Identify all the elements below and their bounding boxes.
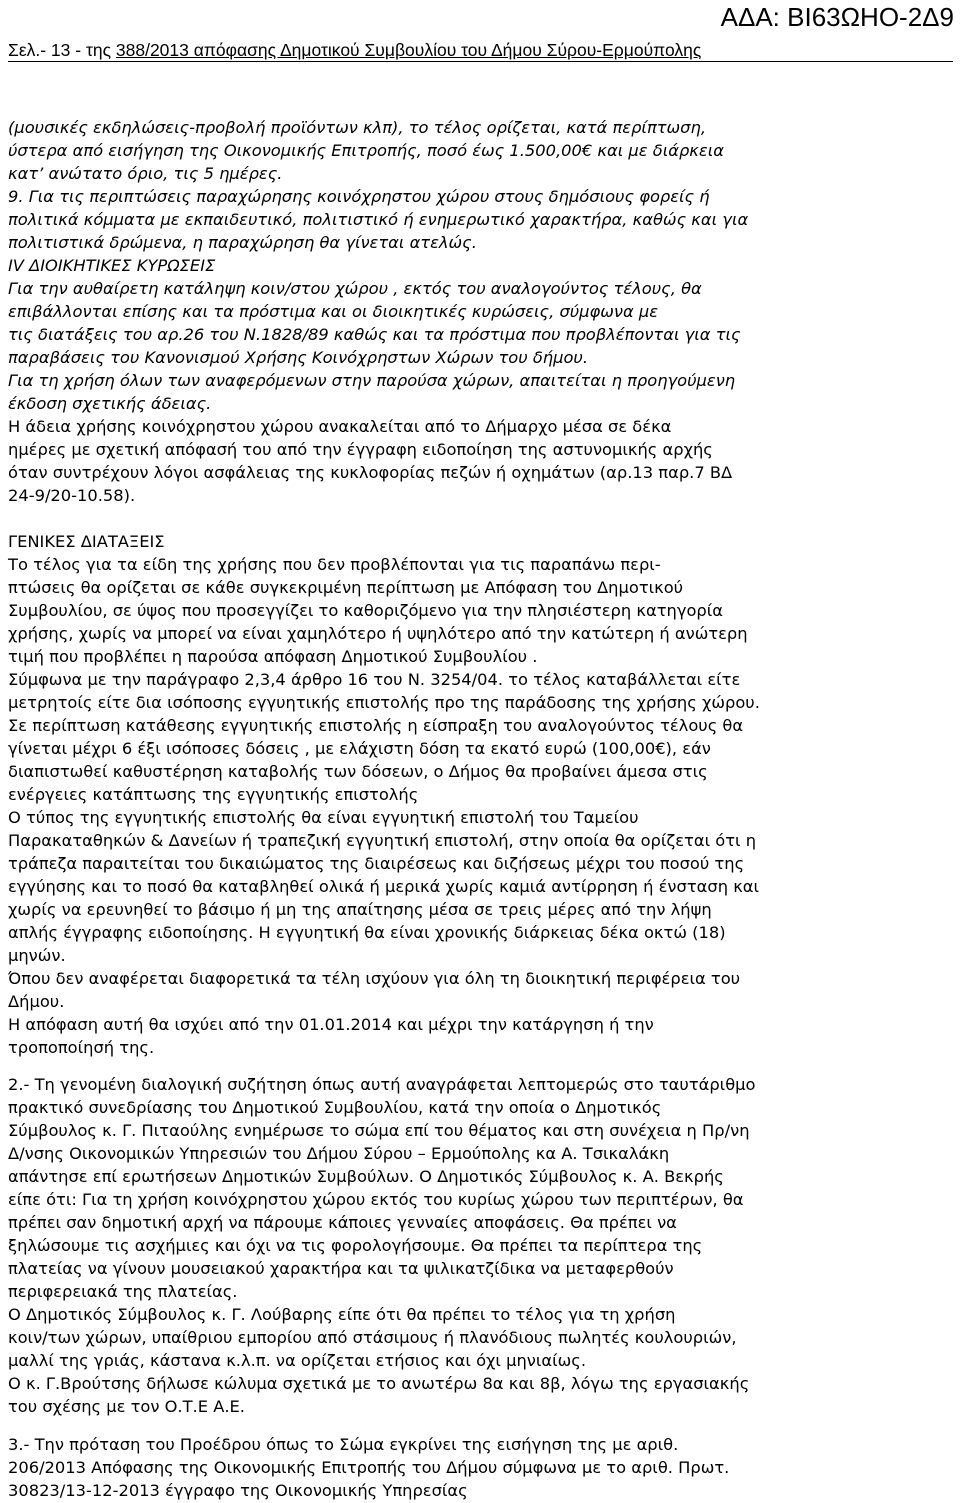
doc-line-52: κοιν/των χώρων, υπαίθριου εμπορίου από στάσιμους ή πλανόδιους πωλητές κουλουριών, (8, 1328, 737, 1347)
doc-line-22: χρήσης, χωρίς να μπορεί να είναι χαμηλότερο ή υψηλότερο από την κατώτερη ή ανώτερη (8, 624, 748, 643)
doc-line-20: πτώσεις θα ορίζεται σε κάθε συγκεκριμένη περίπτωση με Απόφαση του Δημοτικού (8, 578, 684, 597)
doc-line-11: παραβάσεις του Κανονισμού Χρήσης Κοινόχρηστων Χώρων του δήμου. (8, 348, 589, 367)
doc-line-25: μετρητοίς είτε δια ισόποσης εγγυητικής επιστολής προ της παράδοσης της χρήσης χώρου. (8, 693, 760, 712)
doc-line-37: Όπου δεν αναφέρεται διαφορετικά τα τέλη ισχύουν για όλη τη διοικητική περιφέρεια του (8, 969, 741, 988)
doc-line-38: Δήμου. (8, 992, 65, 1011)
doc-line-49: πλατείας να γίνουν μουσειακού χαρακτήρα και τα ψιλικατζίδικα να μεταφερθούν (8, 1259, 674, 1278)
doc-line-12: Για τη χρήση όλων των αναφερόμενων στην παρούσα χώρων, απαιτείται η προηγούμενη (8, 371, 736, 390)
header-page-number: Σελ.- 13 - της (8, 40, 116, 60)
doc-line-16: όταν συντρέχουν λόγοι ασφάλειας της κυκλοφορίας πεζών ή οχημάτων (αρ.13 παρ.7 ΒΔ (8, 463, 733, 482)
doc-line-47: πρέπει σαν δημοτική αρχή να πάρουμε κάποιες γενναίες αποφάσεις. Θα πρέπει να (8, 1213, 677, 1232)
doc-line-55: του σχέσης με τον Ο.Τ.Ε Α.Ε. (8, 1397, 245, 1416)
section-heading-general: ΓΕΝΙΚΕΣ ΔΙΑΤΑΞΕΙΣ (8, 532, 165, 551)
doc-line-26: Σε περίπτωση κατάθεσης εγγυητικής επιστολής η είσπραξη του αναλογούντος τέλους θα (8, 716, 744, 735)
page-header (8, 40, 953, 62)
doc-line-43: Σύμβουλος κ. Γ. Πιταούλης ενημέρωσε το σώμα επί του θέματος και στη συνέχεια η Πρ/νη (8, 1121, 750, 1140)
doc-line-44: Δ/νσης Οικονομικών Υπηρεσιών του Δήμου Σύρου – Ερμούπολης κα Α. Τσικαλάκη (8, 1144, 670, 1163)
doc-line-15: ημέρες με σχετική απόφασή του από την έγγραφη ειδοποίηση της αστυνομικής αρχής (8, 440, 713, 459)
section-heading-iv: IV ΔΙΟΙΚΗΤΙΚΕΣ ΚΥΡΩΣΕΙΣ (8, 256, 216, 275)
doc-line-48: ξηλώσουμε τις ασχήμιες και όχι να τις φορολογήσουμε. Θα πρέπει τα περίπτερα της (8, 1236, 703, 1255)
doc-line-42: πρακτικό συνεδρίασης του Δημοτικού Συμβουλίου, κατά την οποία ο Δημοτικός (8, 1098, 662, 1117)
doc-line-8: Για την αυθαίρετη κατάληψη κοιν/στου χώρου , εκτός του αναλογούντος τέλους, θα (8, 279, 702, 298)
doc-line-2: ύστερα από εισήγηση της Οικονομικής Επιτροπής, ποσό έως 1.500,00€ και με διάρκεια (8, 141, 724, 160)
doc-line-51: Ο Δημοτικός Σύμβουλος κ. Γ. Λούβαρης είπε ότι θα πρέπει το τέλος για τη χρήση (8, 1305, 676, 1324)
header-decision-ref: 388/2013 απόφασης Δημοτικού Συμβουλίου του Δήμου Σύρου-Ερμούπολης (115, 40, 702, 60)
doc-line-23: τιμή που προβλέπει η παρούσα απόφαση Δημοτικού Συμβουλίου . (8, 647, 538, 666)
doc-line-1: (μουσικές εκδηλώσεις-προβολή προϊόντων κλπ), το τέλος ορίζεται, κατά περίπτωση, (8, 118, 706, 137)
doc-line-29: ενέργειες κατάπτωσης της εγγυητικής επιστολής (8, 785, 419, 804)
doc-line-46: είπε ότι: Για τη χρήση κοινόχρηστου χώρου εκτός του κυρίως χώρου των περιπτέρων, θα (8, 1190, 744, 1209)
doc-line-54: Ο κ. Γ.Βρούτσης δήλωσε κώλυμα σχετικά με το ανωτέρω 8α και 8β, λόγω της εργασιακής (8, 1374, 750, 1393)
doc-line-53: μαλλί της γριάς, κάστανα κ.λ.π. να ορίζεται ετήσιος και όχι μηνιαίως. (8, 1351, 587, 1370)
doc-line-27: γίνεται μέχρι 6 έξι ισόποσες δόσεις , με ελάχιστη δόση τα εκατό ευρώ (100,00€), εάν (8, 739, 711, 758)
doc-line-3: κατ’ ανώτατο όριο, τις 5 ημέρες. (8, 164, 283, 183)
doc-line-50: περιφερειακά της πλατείας. (8, 1282, 238, 1301)
doc-line-34: χωρίς να ερευνηθεί το βάσιμο ή μη της απαίτησης μέσα σε τρεις μέρες από την λήψη (8, 900, 712, 919)
doc-line-13: έκδοση σχετικής άδειας. (8, 394, 212, 413)
doc-line-21: Συμβουλίου, σε ύψος που προσεγγίζει το καθοριζόμενο για την πλησιέστερη κατηγορία (8, 601, 723, 620)
doc-line-24: Σύμφωνα με την παράγραφο 2,3,4 άρθρο 16 του Ν. 3254/04. το τέλος καταβάλλεται είτε (8, 670, 741, 689)
doc-line-40: τροποποίησή της. (8, 1038, 155, 1057)
doc-line-56: 3.- Την πρόταση του Προέδρου όπως το Σώμα εγκρίνει της εισήγηση της με αριθ. (8, 1435, 679, 1454)
doc-line-45: απάντησε επί ερωτήσεων Δημοτικών Συμβούλων. Ο Δημοτικός Σύμβουλος κ. Α. Βεκρής (8, 1167, 724, 1186)
doc-line-58: 30823/13-12-2013 έγγραφο της Οικονομικής Υπηρεσίας (8, 1481, 468, 1500)
doc-line-19: Το τέλος για τα είδη της χρήσης που δεν προβλέπονται για τις παραπάνω περι- (8, 555, 661, 574)
doc-line-5: πολιτικά κόμματα με εκπαιδευτικό, πολιτιστικό ή ενημερωτικό χαρακτήρα, καθώς και για (8, 210, 749, 229)
doc-line-41: 2.- Τη γενομένη διαλογική συζήτηση όπως αυτή αναγράφεται λεπτομερώς στο ταυτάριθμο (8, 1075, 756, 1094)
doc-line-39: Η απόφαση αυτή θα ισχύει από την 01.01.2014 και μέχρι την κατάργηση ή την (8, 1015, 654, 1034)
doc-line-17: 24-9/20-10.58). (8, 486, 136, 505)
doc-line-32: τράπεζα παραιτείται του δικαιώματος της διαιρέσεως και διζήσεως μέχρι του ποσού της (8, 854, 745, 873)
doc-line-30: Ο τύπος της εγγυητικής επιστολής θα είναι εγγυητική επιστολή του Ταμείου (8, 808, 639, 827)
doc-line-14: Η άδεια χρήσης κοινόχρηστου χώρου ανακαλείται από το Δήμαρχο μέσα σε δέκα (8, 417, 672, 436)
doc-line-9: επιβάλλονται επίσης και τα πρόστιμα και οι διοικητικές κυρώσεις, σύμφωνα με (8, 302, 659, 321)
doc-line-10: τις διατάξεις του αρ.26 του Ν.1828/89 καθώς και τα πρόστιμα που προβλέπονται για τις (8, 325, 741, 344)
doc-line-28: διαπιστωθεί καθυστέρηση καταβολής των δόσεων, ο Δήμος θα προβαίνει άμεσα στις (8, 762, 708, 781)
doc-line-31: Παρακαταθηκών & Δανείων ή τραπεζική εγγυητική επιστολή, στην οποία θα ορίζεται ότι η (8, 831, 757, 850)
doc-line-6: πολιτιστικά δρώμενα, η παραχώρηση θα γίνεται ατελώς. (8, 233, 477, 252)
ada-code: ΑΔΑ: ΒΙ63ΩΗΟ-2Δ9 (720, 2, 954, 32)
doc-line-4: 9. Για τις περιπτώσεις παραχώρησης κοινόχρηστου χώρου στους δημόσιους φορείς ή (8, 187, 710, 206)
doc-line-36: μηνών. (8, 946, 66, 965)
doc-line-57: 206/2013 Απόφασης της Οικονομικής Επιτροπής του Δήμου σύμφωνα με το αριθ. Πρωτ. (8, 1458, 730, 1477)
doc-line-33: εγγύησης και το ποσό θα καταβληθεί ολικά ή μερικά χωρίς καμιά αντίρρηση ή ένσταση και (8, 877, 760, 896)
doc-line-35: απλής έγγραφης ειδοποίησης. Η εγγυητική θα είναι χρονικής διάρκειας δέκα οκτώ (18) (8, 923, 726, 942)
